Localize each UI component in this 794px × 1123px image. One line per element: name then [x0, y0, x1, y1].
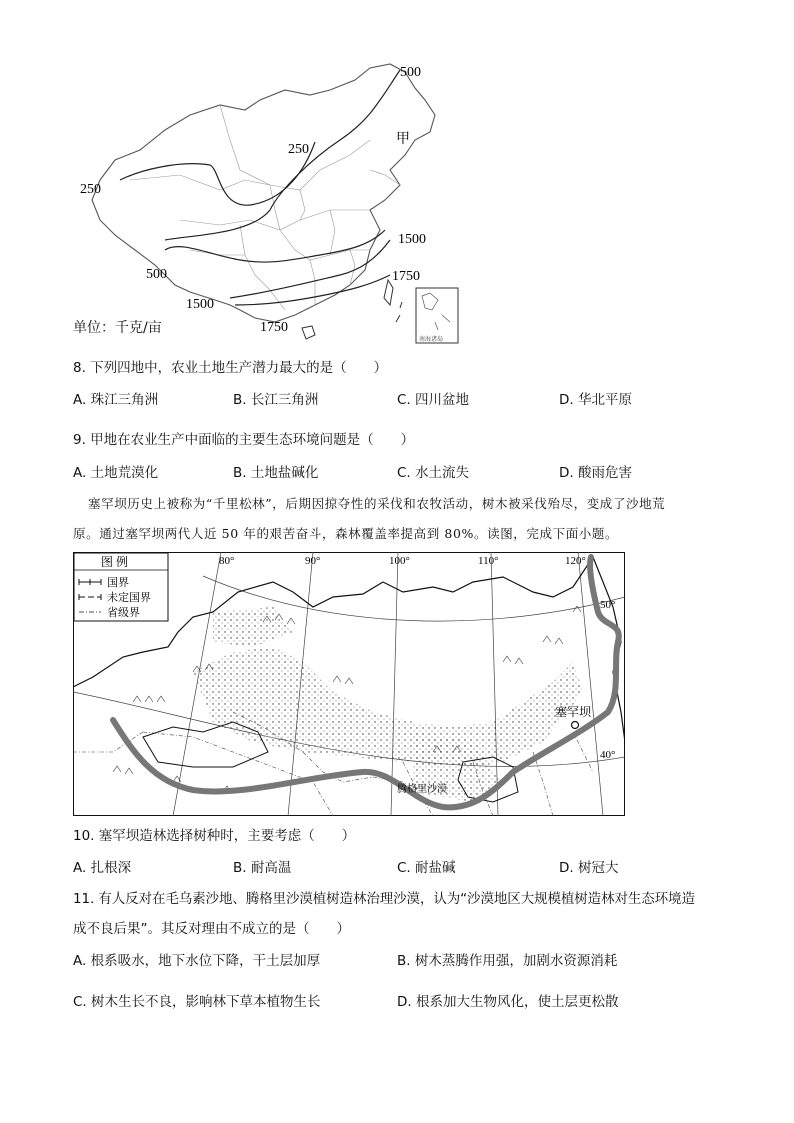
inset-caption: 南海诸岛	[419, 337, 444, 343]
isoline-label: 1750	[392, 269, 420, 284]
question-8-stem: 8. 下列四地中，农业土地生产潜力最大的是（ ）	[73, 360, 388, 376]
isoline-label: 250	[288, 142, 309, 157]
longitude-label: 120°	[565, 555, 586, 567]
isoline-label: 500	[146, 267, 167, 282]
longitude-label: 90°	[305, 555, 321, 567]
passage-line-1: 塞罕坝历史上被称为“千里松林”，后期因掠夺性的采伐和农牧活动，树木被采伐殆尽，变成了沙地荒	[88, 496, 666, 511]
latitude-label: 50°	[600, 599, 616, 611]
passage-line-2: 原。通过塞罕坝两代人近 50 年的艰苦奋斗，森林覆盖率提高到 80%。读图，完成下面小题。	[73, 526, 619, 541]
map-unit-label: 单位：千克/亩	[73, 320, 162, 336]
question-10-option-b[interactable]: B. 耐高温	[233, 860, 292, 876]
question-10-stem: 10. 塞罕坝造林选择树种时，主要考虑（ ）	[73, 828, 356, 844]
longitude-label: 100°	[389, 555, 410, 567]
region-jia-label: 甲	[396, 132, 410, 147]
question-11-stem-line-2: 成不良后果”。其反对理由不成立的是（ ）	[73, 921, 350, 937]
question-11-option-c[interactable]: C. 树木生长不良，影响林下草本植物生长	[73, 994, 321, 1010]
question-9-option-d[interactable]: D. 酸雨危害	[559, 465, 632, 481]
question-11-option-a[interactable]: A. 根系吸水，地下水位下降，干土层加厚	[73, 953, 321, 969]
hainan-island	[302, 326, 315, 339]
legend-national-border: 国界	[107, 577, 129, 589]
isoline-label: 1500	[186, 297, 214, 312]
isoline-label: 250	[80, 182, 101, 197]
question-9-stem: 9. 甲地在农业生产中面临的主要生态环境问题是（ ）	[73, 432, 415, 448]
question-10-option-d[interactable]: D. 树冠大	[559, 860, 619, 876]
latitude-label: 40°	[600, 749, 616, 761]
question-9-option-b[interactable]: B. 土地盐碱化	[233, 465, 319, 481]
longitude-label: 80°	[219, 555, 235, 567]
legend-provincial-border: 省级界	[107, 607, 140, 619]
desert-label: 腾格里沙漠	[397, 784, 447, 795]
question-8-option-c[interactable]: C. 四川盆地	[397, 392, 470, 408]
question-10-option-c[interactable]: C. 耐盐碱	[397, 860, 456, 876]
question-8-option-d[interactable]: D. 华北平原	[559, 392, 632, 408]
saihanba-label: 塞罕坝	[555, 705, 592, 719]
question-8-option-a[interactable]: A. 珠江三角洲	[73, 392, 159, 408]
province-lines	[130, 105, 400, 310]
legend-title: 图 例	[101, 555, 129, 569]
map-legend	[74, 553, 168, 621]
isoline-label: 500	[400, 65, 421, 80]
question-9-option-a[interactable]: A. 土地荒漠化	[73, 465, 159, 481]
question-11-stem-line-1: 11. 有人反对在毛乌素沙地、腾格里沙漠植树造林治理沙漠，认为“沙漠地区大规模植树造林对生态环境造	[73, 891, 695, 907]
isoline-label: 1500	[398, 232, 426, 247]
question-11-option-b[interactable]: B. 树木蒸腾作用强，加剧水资源消耗	[397, 953, 618, 969]
china-potential-map	[70, 60, 480, 345]
question-10-option-a[interactable]: A. 扎根深	[73, 860, 132, 876]
isoline-label: 1750	[260, 320, 288, 335]
longitude-label: 110°	[478, 555, 499, 567]
north-china-map	[73, 552, 625, 816]
legend-undetermined-border: 未定国界	[107, 592, 151, 604]
question-11-option-d[interactable]: D. 根系加大生物风化，使土层更松散	[397, 994, 619, 1010]
question-8-option-b[interactable]: B. 长江三角洲	[233, 392, 319, 408]
question-9-option-c[interactable]: C. 水土流失	[397, 465, 470, 481]
